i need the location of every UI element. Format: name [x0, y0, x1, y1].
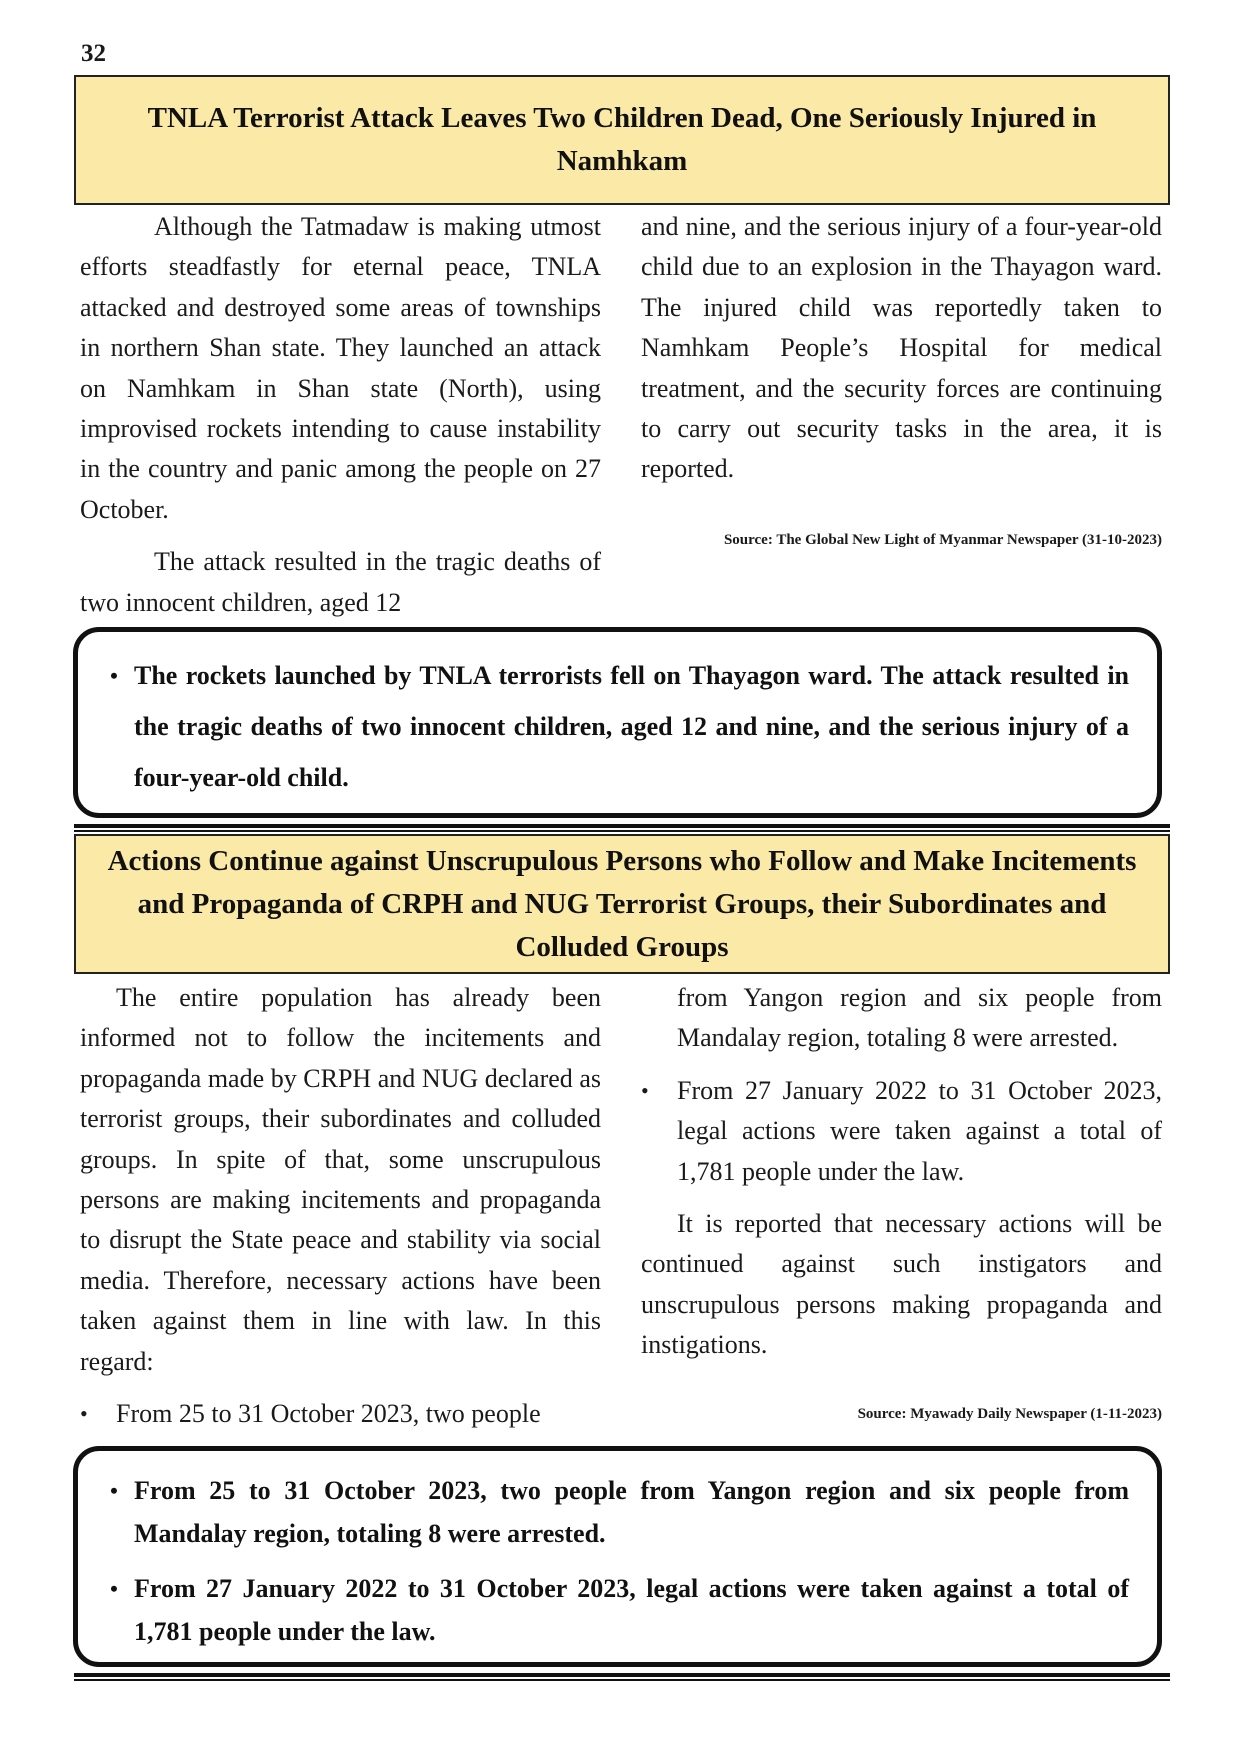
bullet-icon: •	[641, 1077, 649, 1103]
article2-left-column	[80, 978, 601, 1434]
article2-title-box	[74, 834, 1170, 974]
article2-right-bullet: • From 27 January 2022 to 31 October 2023, legal actions were taken against a total of 1,781 people under the law.	[641, 1071, 1162, 1192]
article1-callout-box	[73, 627, 1162, 818]
article2-callout-item-2: • From 27 January 2022 to 31 October 2023, legal actions were taken against a total of 1,781 people under the law.	[94, 1567, 1129, 1653]
bullet-icon: •	[110, 663, 118, 688]
article1-title-box	[74, 75, 1170, 205]
page-bottom-divider-thick	[74, 1673, 1170, 1677]
article1-right-column	[641, 207, 1162, 490]
bullet-icon: •	[110, 1576, 118, 1601]
article2-right-paragraph: It is reported that necessary actions will be continued against such instigators and unscrupulous persons making propaganda and instigations.	[641, 1209, 1162, 1360]
article1-title: TNLA Terrorist Attack Leaves Two Children Dead, One Seriously Injured in Namhkam	[147, 101, 1097, 177]
article2-left-paragraph: The entire population has already been informed not to follow the incitements and propaganda made by CRPH and NUG declared as terrorist groups, their subordinates and colluded groups. In spite of that, some unscrupulous persons are making incitements and propaganda to disrupt the State peace and stability via social media. Therefore, necessary actions have been taken against them in line with law. In this regard:	[80, 983, 601, 1376]
article2-source: Source: Myawady Daily Newspaper (1-11-2023)	[857, 1406, 1162, 1422]
article2-right-column	[641, 978, 1162, 1366]
article2-callout-item-1: • From 25 to 31 October 2023, two people from Yangon region and six people from Mandalay region, totaling 8 were arrested.	[94, 1469, 1129, 1555]
bullet-icon: •	[80, 1401, 88, 1427]
bullet-icon: •	[110, 1478, 118, 1503]
article1-left-column	[80, 207, 601, 623]
article1-left-paragraph-2: The attack resulted in the tragic deaths of two innocent children, aged 12	[80, 547, 601, 617]
article2-left-bullet: • From 25 to 31 October 2023, two people	[80, 1394, 601, 1434]
page-bottom-divider-thin	[74, 1679, 1170, 1681]
section-divider-thick	[74, 824, 1170, 828]
article2-callout-box	[73, 1446, 1162, 1667]
article1-callout-item: • The rockets launched by TNLA terrorists fell on Thayagon ward. The attack resulted in the tragic deaths of two innocent children, aged 12 and nine, and the serious injury of a four-year-old child.	[94, 650, 1129, 803]
page-number: 32	[81, 40, 106, 67]
section-divider-thin	[74, 830, 1170, 832]
article2-title: Actions Continue against Unscrupulous Persons who Follow and Make Incitements and Propaganda of CRPH and NUG Terrorist Groups, their Subordinates and Colluded Groups	[107, 844, 1137, 963]
article2-right-continuation: from Yangon region and six people from Mandalay region, totaling 8 were arrested.	[677, 983, 1162, 1053]
article1-left-paragraph-1: Although the Tatmadaw is making utmost efforts steadfastly for eternal peace, TNLA attacked and destroyed some areas of townships in northern Shan state. They launched an attack on Namhkam in Shan state (North), using improvised rockets intending to cause instability in the country and panic among the people on 27 October.	[80, 212, 601, 524]
article1-source: Source: The Global New Light of Myanmar Newspaper (31-10-2023)	[723, 532, 1162, 548]
article1-right-paragraph: and nine, and the serious injury of a four-year-old child due to an explosion in the Thayagon ward. The injured child was reportedly taken to Namhkam People’s Hospital for medical treatment, and the security forces are continuing to carry out security tasks in the area, it is reported.	[641, 212, 1162, 484]
